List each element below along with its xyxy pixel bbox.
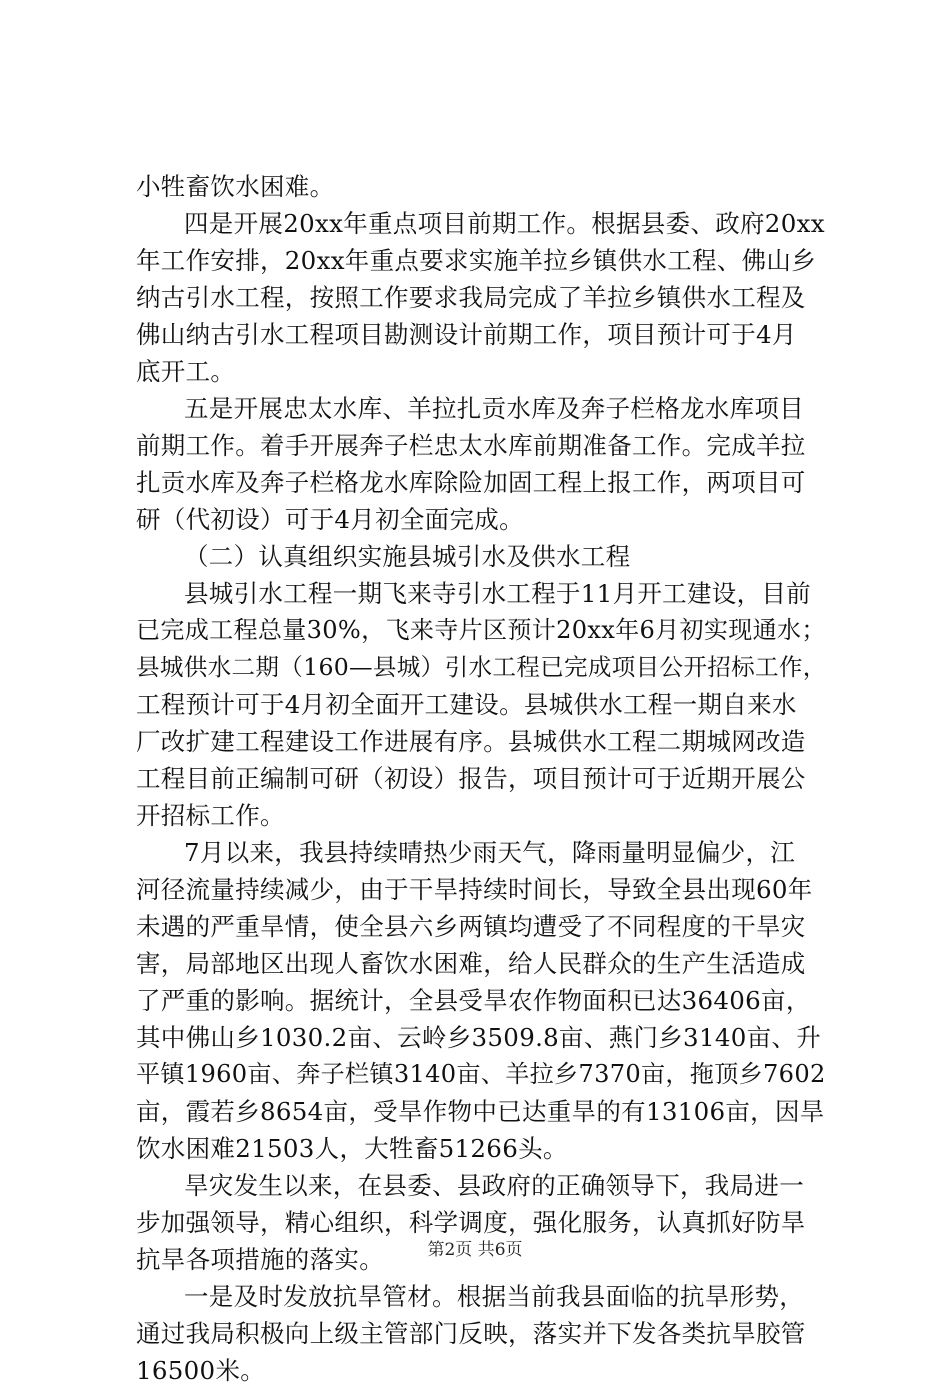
text-line: 佛山纳古引水工程项目勘测设计前期工作，项目预计可于4月 — [136, 320, 797, 349]
text-line: 工程预计可于4月初全面开工建设。县城供水工程一期自来水 — [136, 690, 797, 719]
text-line: 河径流量持续减少，由于干旱持续时间长，导致全县出现60年 — [136, 875, 813, 904]
text-line: 五是开展忠太水库、羊拉扎贡水库及奔子栏格龙水库项目 — [184, 394, 804, 423]
text-line: 16500米。 — [136, 1356, 266, 1385]
text-line: （二）认真组织实施县城引水及供水工程 — [184, 542, 631, 571]
text-line: 扎贡水库及奔子栏格龙水库除险加固工程上报工作，两项目可 — [136, 468, 806, 497]
text-line: 亩，霞若乡8654亩，受旱作物中已达重旱的有13106亩，因旱 — [136, 1097, 825, 1126]
text-line: 四是开展20xx年重点项目前期工作。根据县委、政府20xx — [184, 209, 825, 238]
text-line: 旱灾发生以来，在县委、县政府的正确领导下，我局进一 — [184, 1171, 804, 1200]
text-line: 县城供水二期（160—县城）引水工程已完成项目公开招标工作， — [136, 653, 827, 681]
text-line: 其中佛山乡1030.2亩、云岭乡3509.8亩、燕门乡3140亩、升 — [136, 1023, 822, 1052]
text-line: 县城引水工程一期飞来寺引水工程于11月开工建设，目前 — [184, 579, 811, 608]
text-line: 一是及时发放抗旱管材。根据当前我县面临的抗旱形势， — [184, 1282, 804, 1311]
text-line: 纳古引水工程，按照工作要求我局完成了羊拉乡镇供水工程及 — [136, 283, 806, 312]
text-line: 了严重的影响。据统计，全县受旱农作物面积已达36406亩， — [136, 986, 811, 1015]
text-line: 小牲畜饮水困难。 — [136, 172, 335, 201]
text-line: 害，局部地区出现人畜饮水困难，给人民群众的生产生活造成 — [136, 949, 806, 978]
text-line: 厂改扩建工程建设工作进展有序。县城供水工程二期城网改造 — [136, 727, 806, 756]
text-line: 抗旱各项措施的落实。 — [136, 1245, 384, 1274]
text-line: 平镇1960亩、奔子栏镇3140亩、羊拉乡7370亩，拖顶乡7602 — [136, 1060, 826, 1088]
text-line: 通过我局积极向上级主管部门反映，落实并下发各类抗旱胶管 — [136, 1319, 806, 1348]
text-line: 步加强领导，精心组织，科学调度，强化服务，认真抓好防旱 — [136, 1208, 806, 1237]
text-line: 底开工。 — [136, 357, 236, 386]
text-line: 7月以来，我县持续晴热少雨天气，降雨量明显偏少，江 — [184, 838, 796, 867]
text-line: 研（代初设）可于4月初全面完成。 — [136, 505, 524, 534]
text-line: 前期工作。着手开展奔子栏忠太水库前期准备工作。完成羊拉 — [136, 431, 806, 460]
page-footer: 第2页 共6页 — [427, 1240, 523, 1260]
text-line: 未遇的严重旱情，使全县六乡两镇均遭受了不同程度的干旱灾 — [136, 912, 806, 941]
document-body — [136, 168, 826, 1389]
text-line: 已完成工程总量30%，飞来寺片区预计20xx年6月初实现通水； — [136, 616, 826, 644]
text-line: 开招标工作。 — [136, 801, 285, 830]
text-line: 饮水困难21503人，大牲畜51266头。 — [136, 1134, 568, 1163]
text-line: 年工作安排，20xx年重点要求实施羊拉乡镇供水工程、佛山乡 — [136, 246, 817, 275]
text-line: 工程目前正编制可研（初设）报告，项目预计可于近期开展公 — [136, 764, 806, 793]
